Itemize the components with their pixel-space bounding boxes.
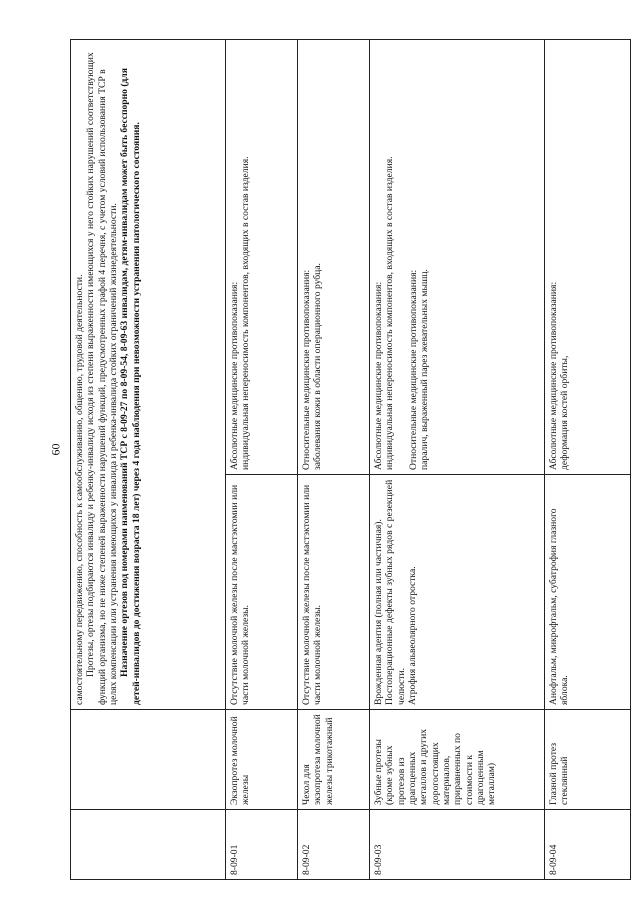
row-code: 8-09-01 (226, 810, 298, 880)
row-contraindications (298, 39, 370, 474)
row-indication (370, 475, 545, 710)
contra-heading: Абсолютные медицинские противопоказания: (229, 281, 240, 470)
intro-row (71, 39, 226, 879)
row-contraindications (545, 39, 631, 474)
tsr-table (70, 39, 631, 880)
contra-heading: Относительные медицинские противопоказания: (301, 269, 312, 470)
contra-text: деформация костей орбиты, (559, 355, 571, 470)
indication-line: Постоперационные дефекты зубных рядов с резекцией челюсти. (384, 479, 407, 705)
intro-empty-cell-1 (71, 810, 226, 880)
row-indication: Отсутствие молочной железы после мастэктомии или части молочной железы. (226, 475, 298, 710)
contra-text: паралич, выраженный парез жевательных мышц. (418, 269, 430, 470)
document-table-rotated (70, 40, 630, 880)
contra-heading: Абсолютные медицинские противопоказания: (373, 281, 384, 470)
intro-line-1: самостоятельному передвижению, способность к самообслуживанию, общению, трудовой деятельности. (74, 274, 85, 705)
contra-heading: Относительные медицинские противопоказания: (407, 269, 419, 470)
intro-paragraph-3: Назначение ортезов под номерами наименований ТСР с 8-09-27 по 8-09-54, 8-09-63 инвалидам, детям-инвалидам может быть бесспорно (для детей-инвалидов до достижения возраста 18 лет) через 4 года наблюдения при невозможности устранения патологического состояния. (119, 68, 142, 705)
row-name: Чехол для экзопротеза молочной железы трикотажный (298, 710, 370, 810)
row-contraindications (226, 39, 298, 474)
row-indication: Отсутствие молочной железы после мастэктомии или части молочной железы. (298, 475, 370, 710)
row-indication: Анофтальм, микрофтальм, субатрофия глазного яблока. (545, 475, 631, 710)
intro-text-cell (71, 39, 226, 709)
intro-empty-cell-2 (71, 710, 226, 810)
row-contraindications (370, 39, 545, 474)
indication-line: Атрофия альвеолярного отростка. (406, 566, 418, 705)
row-name: Зубные протезы (кроме зубных протезов из драгоценных металлов и других дорогостоящих материалов, приравненных по стоимости к драгоценным металлам) (370, 710, 545, 810)
table-row (298, 39, 370, 879)
contra-heading: Абсолютные медицинские противопоказания: (548, 281, 559, 470)
row-code: 8-09-03 (370, 810, 545, 880)
table-row (545, 39, 631, 879)
row-code: 8-09-04 (545, 810, 631, 880)
table-row (226, 39, 298, 879)
table-row (370, 39, 545, 879)
contra-text: индивидуальная непереносимость компонентов, входящих в состав изделия. (384, 156, 396, 470)
intro-paragraph-2: Протезы, ортезы подбираются инвалиду и ребенку-инвалиду исходя из степени выраженности имеющихся у него стойких нарушений соответствующих функций организма, но не ниже степеней выраженности нарушений функций, предусмотренных графой 4 перечня, с учетом условий использования ТСР в целях компенсации или устранения имеющихся у инвалида и ребенка-инвалида стойких ограничений жизнедеятельности. (85, 52, 119, 705)
row-code: 8-09-02 (298, 810, 370, 880)
contra-text: индивидуальная непереносимость компонентов, входящих в состав изделия. (240, 156, 252, 470)
contra-text: заболевания кожи в области операционного рубца. (312, 263, 324, 470)
row-name: Глазной протез стеклянный (545, 710, 631, 810)
row-name: Экзопротез молочной железы (226, 710, 298, 810)
indication-line: Врожденная адентия (полная или частичная). (373, 519, 384, 705)
page-number: 60 (48, 443, 63, 456)
